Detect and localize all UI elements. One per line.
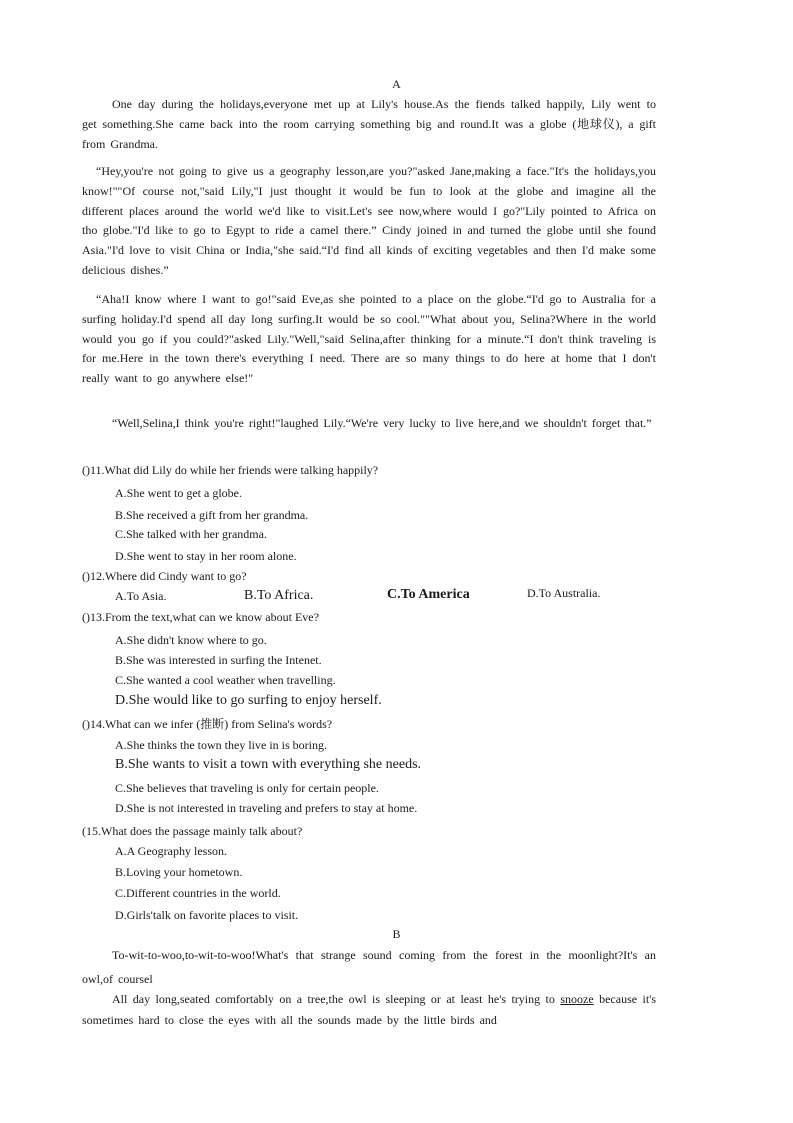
question-14-option-d[interactable]: D.She is not interested in traveling and prefers to stay at home.	[115, 801, 418, 815]
question-11-option-b[interactable]: B.She received a gift from her grandma.	[115, 508, 309, 522]
passage-b-text-after: because it's sometimes hard to close the eyes with all the sounds made by the little birds and	[82, 992, 656, 1027]
question-15-stem: (15.What does the passage mainly talk about?	[82, 824, 303, 838]
passage-a-paragraph-1: One day during the holidays,everyone met up at Lily's house.As the fiends talked happily, Lily went to get something.She came back into the room carrying something big and round.It was a globe (地球仪), a gift from Grandma.	[82, 97, 656, 151]
passage-a-paragraph-2: “Hey,you're not going to give us a geography lesson,are you?"asked Jane,making a face."It's the holidays,you know!""Of course not,"said Lily,"I just thought it would be fun to look at the globe and imagine all the different places around the world we'd like to visit.Let's see now,where would I go?"Lily pointed to Africa on tho globe."I'd like to go to Egypt to ride a camel there.” Cindy joined in and turned the globe until she found Asia."I'd love to visit China or India,"she said.“I'd find all kinds of exciting vegetables and then I'd make some delicious dishes.”	[82, 164, 656, 277]
passage-a-paragraph-4: “Well,Selina,I think you're right!"laughed Lily.“We're very lucky to live here,and we shouldn't forget that.”	[112, 416, 652, 430]
question-11-option-a[interactable]: A.She went to get a globe.	[115, 486, 242, 500]
question-11-option-c[interactable]: C.She talked with her grandma.	[115, 527, 267, 541]
question-11-stem: ()11.What did Lily do while her friends were talking happily?	[82, 463, 379, 477]
question-12-option-a[interactable]: A.To Asia.	[115, 589, 167, 603]
question-14-option-b[interactable]: B.She wants to visit a town with everything she needs.	[115, 757, 422, 772]
question-12-option-c[interactable]: C.To America	[387, 587, 470, 602]
underlined-word: snooze	[560, 992, 594, 1006]
question-13-option-a[interactable]: A.She didn't know where to go.	[115, 633, 267, 647]
question-15-option-d[interactable]: D.Girls'talk on favorite places to visit.	[115, 908, 299, 922]
passage-a-paragraph-3: “Aha!I know where I want to go!"said Eve,as she pointed to a place on the globe.“I'd go to Australia for a surfing holiday.I'd spend all day long surfing.It would be so cool.""What about you, Selina?Where in the world would you go if you could?"asked Lily."Well,"said Selina,after thinking for a minute.“I don't think traveling is for me.Here in the town there's everything I need. There are so many things to do here at home that I don't really want to go anywhere else!"	[82, 292, 656, 386]
question-14-stem: ()14.What can we infer (推断) from Selina's words?	[82, 717, 333, 731]
question-14-option-a[interactable]: A.She thinks the town they live in is boring.	[115, 738, 327, 752]
question-15-option-b[interactable]: B.Loving your hometown.	[115, 865, 243, 879]
question-13-stem: ()13.From the text,what can we know about Eve?	[82, 610, 319, 624]
question-12-option-b[interactable]: B.To Africa.	[244, 588, 314, 603]
question-13-option-c[interactable]: C.She wanted a cool weather when travelling.	[115, 673, 336, 687]
section-heading-a: A	[392, 77, 401, 91]
question-13-option-d[interactable]: D.She would like to go surfing to enjoy herself.	[115, 693, 382, 708]
question-11-option-d[interactable]: D.She went to stay in her room alone.	[115, 549, 297, 563]
section-heading-b: B	[392, 927, 401, 941]
question-13-option-b[interactable]: B.She was interested in surfing the Intenet.	[115, 653, 322, 667]
question-15-option-c[interactable]: C.Different countries in the world.	[115, 886, 281, 900]
question-12-stem: ()12.Where did Cindy want to go?	[82, 569, 247, 583]
question-14-option-c[interactable]: C.She believes that traveling is only for certain people.	[115, 781, 379, 795]
passage-b-text-before: All day long,seated comfortably on a tree,the owl is sleeping or at least he's trying to	[112, 992, 561, 1006]
question-15-option-a[interactable]: A.A Geography lesson.	[115, 844, 227, 858]
passage-b-paragraph-2	[82, 989, 656, 1031]
question-12-option-d[interactable]: D.To Australia.	[527, 586, 601, 600]
passage-b-paragraph-1: To-wit-to-woo,to-wit-to-woo!What's that strange sound coming from the forest in the moonlight?It's an owl,of coursel	[82, 948, 656, 986]
